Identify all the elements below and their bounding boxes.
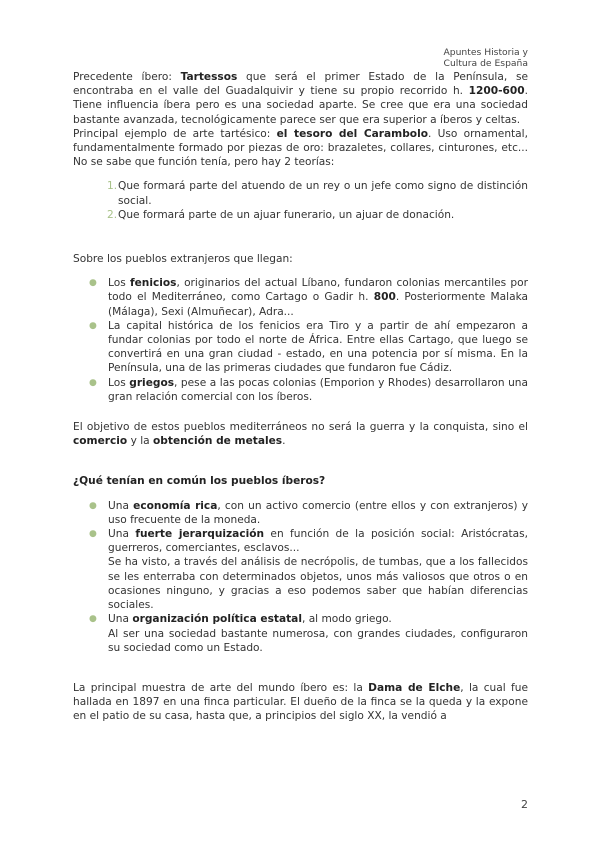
list-number: 2.	[107, 208, 118, 221]
list-item: ● Una organización política estatal, al modo griego. Al ser una sociedad bastante numerosa, con grandes ciudades, configuraron su sociedad como un Estado.	[89, 613, 528, 654]
paragraph-carambolo: Principal ejemplo de arte tartésico: el tesoro del Carambolo. Uso ornamental, fundamentalmente formado por piezas de oro: brazaletes, collares, cinturones, etc... No se sabe que función tenía, pero hay 2 teorías:	[73, 127, 528, 169]
list-item: ● Los fenicios, originarios del actual Líbano, fundaron colonias mercantiles por todo el Mediterráneo, como Cartago o Gadir h. 800. Posteriormente Malaka (Málaga), Sexi (Almuñecar), Adra...	[89, 277, 529, 318]
theories-list	[73, 179, 528, 222]
foreign-peoples-list	[73, 276, 528, 404]
bullet-icon: ●	[89, 529, 97, 540]
bullet-icon: ●	[89, 278, 97, 289]
page-header	[443, 47, 528, 69]
section-heading: ¿Qué tenían en común los pueblos íberos?	[73, 475, 326, 488]
bullet-icon: ●	[89, 320, 97, 331]
list-item: ● Una fuerte jerarquización en función de la posición social: Aristócratas, guerreros, comerciantes, esclavos... Se ha visto, a través del análisis de necrópolis, de tumbas, que a los fallecidos se les enterraba con determinados objetos, unos más valiosos que otros o en ocasiones ninguno, y gracias a eso podemos saber que habían diferencias sociales.	[89, 528, 528, 612]
bullet-icon: ●	[89, 377, 97, 388]
header-line-1: Apuntes Historia y	[443, 47, 528, 58]
page-number: 2	[521, 798, 528, 811]
page-content	[73, 70, 528, 724]
list-item: 2. Que formará parte de un ajuar funerario, un ajuar de donación.	[107, 208, 455, 221]
list-item: ● Los griegos, pese a las pocas colonias (Emporion y Rhodes) desarrollaron una gran relación comercial con los íberos.	[89, 376, 528, 403]
paragraph-foreign-intro: Sobre los pueblos extranjeros que llegan:	[73, 253, 293, 266]
header-line-2: Cultura de España	[443, 58, 528, 69]
list-item: 1. Que formará parte del atuendo de un rey o un jefe como signo de distinción social.	[107, 180, 528, 207]
paragraph-tartessos: Precedente íbero: Tartessos que será el primer Estado de la Península, se encontraba en el valle del Guadalquivir y tiene su propio recorrido h. 1200-600. Tiene influencia íbera pero es una sociedad aparte. Se cree que era una sociedad bastante avanzada, tecnológicamente parece ser que era superior a íberos y celtas.	[73, 71, 528, 126]
bullet-icon: ●	[89, 614, 97, 625]
list-number: 1.	[107, 180, 118, 193]
list-item: ● Una economía rica, con un activo comercio (entre ellos y con extranjeros) y uso frecuente de la moneda.	[89, 499, 529, 526]
paragraph-dama-de-elche: La principal muestra de arte del mundo íbero es: la Dama de Elche, la cual fue hallada en 1897 en una finca particular. El dueño de la finca se la queda y la expone en el patio de su casa, hasta que, a principios del siglo XX, la vendió a	[73, 681, 528, 723]
paragraph-objective: El objetivo de estos pueblos mediterráneos no será la guerra y la conquista, sino el comercio y la obtención de metales.	[73, 421, 528, 448]
list-item: ● La capital histórica de los fenicios era Tiro y a partir de ahí empezaron a fundar colonias por todo el norte de África. Entre ellas Cartago, que luego se convertirá en una gran ciudad - estado, en una potencia por sí misma. En la Península, una de las primeras ciudades que fundaron fue Cádiz.	[89, 319, 528, 375]
common-traits-list	[73, 499, 528, 655]
bullet-icon: ●	[89, 500, 97, 511]
